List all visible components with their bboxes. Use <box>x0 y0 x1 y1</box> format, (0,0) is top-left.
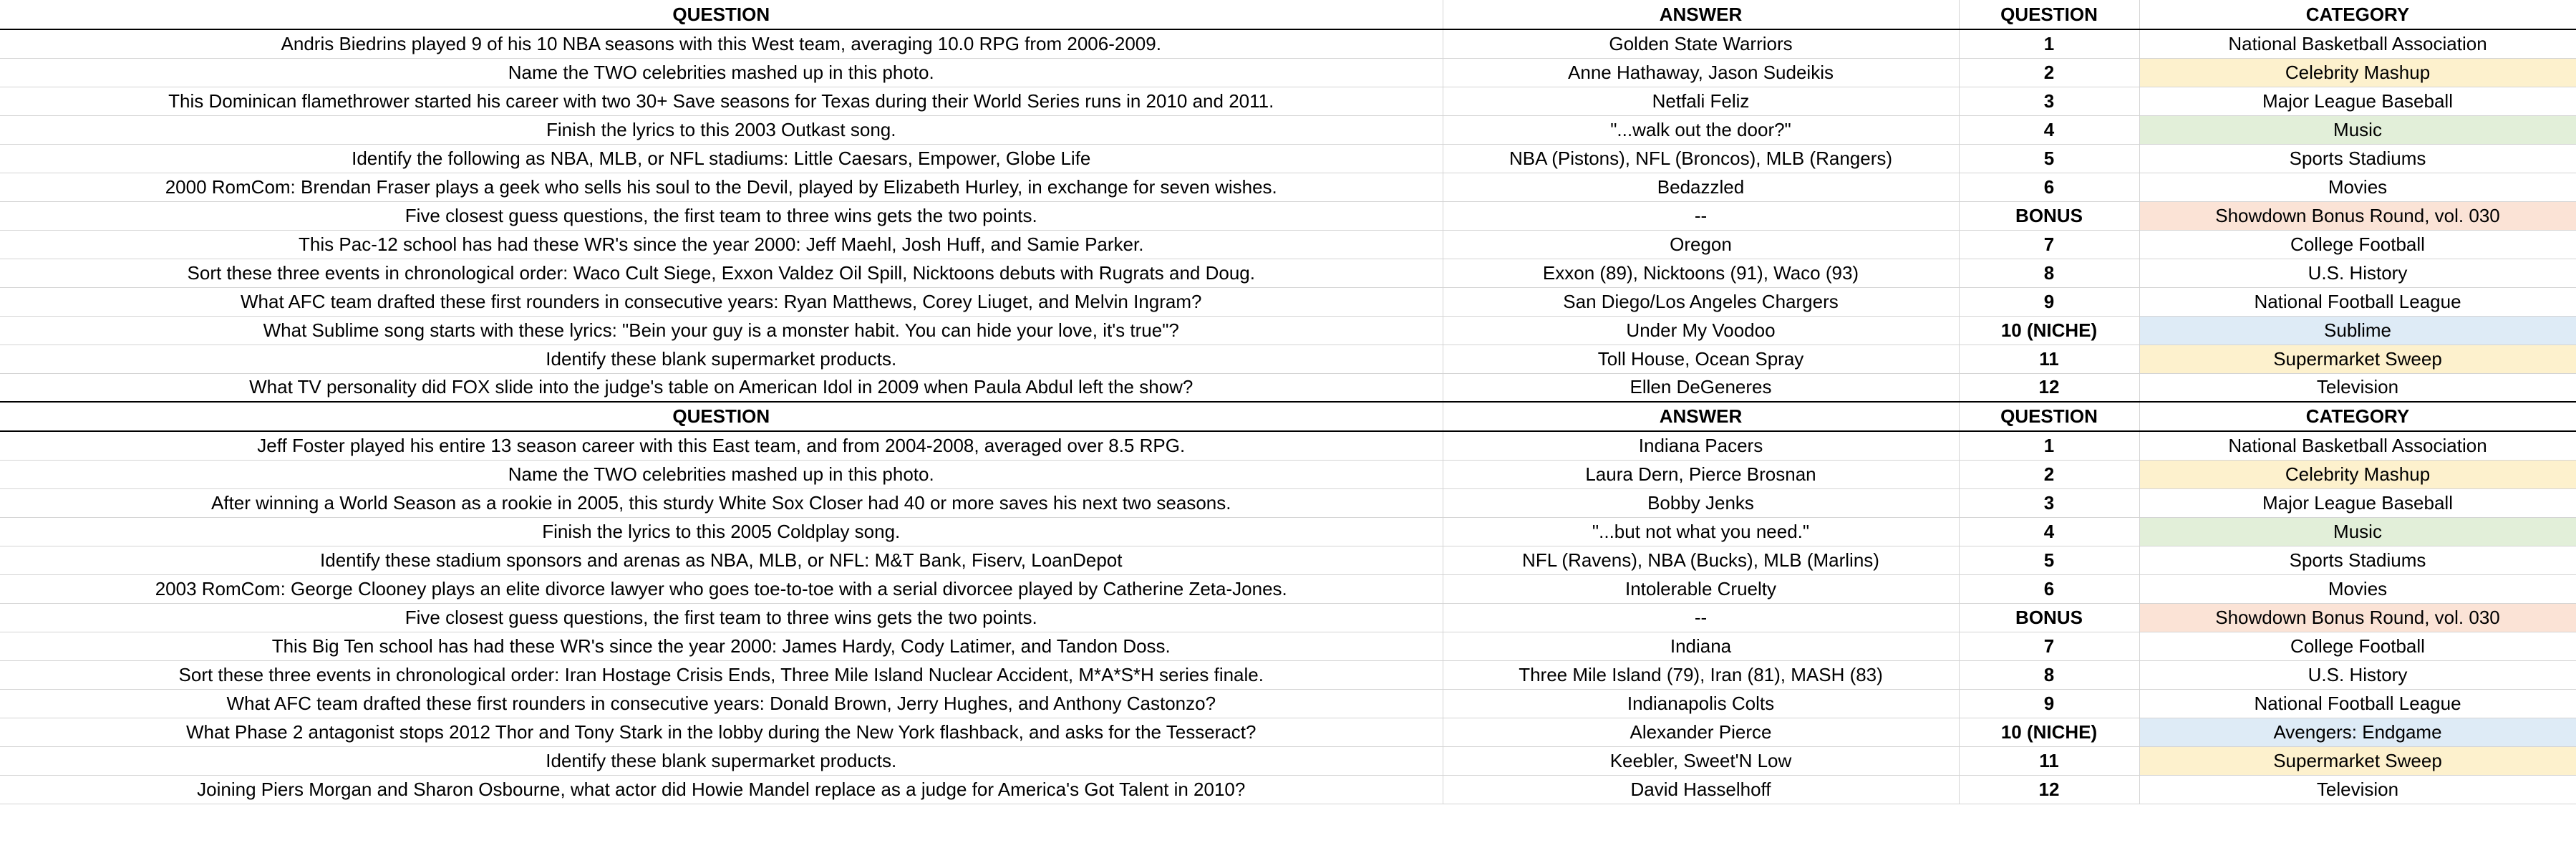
answer-cell[interactable]: Netfali Feliz <box>1443 87 1959 115</box>
header-answer[interactable]: ANSWER <box>1443 0 1959 29</box>
answer-cell[interactable]: Laura Dern, Pierce Brosnan <box>1443 460 1959 488</box>
question-cell[interactable]: What AFC team drafted these first rounders in consecutive years: Ryan Matthews, Corey Liuget, and Melvin Ingram? <box>0 287 1443 316</box>
question-cell[interactable]: Identify these blank supermarket products. <box>0 746 1443 775</box>
category-cell[interactable]: Showdown Bonus Round, vol. 030 <box>2139 603 2576 632</box>
answer-cell[interactable]: NFL (Ravens), NBA (Bucks), MLB (Marlins) <box>1443 546 1959 574</box>
question-cell[interactable]: Five closest guess questions, the first team to three wins gets the two points. <box>0 201 1443 230</box>
answer-cell[interactable]: Ellen DeGeneres <box>1443 373 1959 402</box>
table-row <box>0 87 2576 115</box>
table-row <box>0 574 2576 603</box>
number-cell[interactable]: 7 <box>1959 632 2139 660</box>
number-cell[interactable]: 6 <box>1959 574 2139 603</box>
number-cell[interactable]: 1 <box>1959 29 2139 58</box>
question-cell[interactable]: This Dominican flamethrower started his career with two 30+ Save seasons for Texas during their World Series runs in 2010 and 2011. <box>0 87 1443 115</box>
answer-cell[interactable]: Intolerable Cruelty <box>1443 574 1959 603</box>
table-row <box>0 746 2576 775</box>
category-cell[interactable]: Music <box>2139 115 2576 144</box>
table-row <box>0 316 2576 345</box>
table-row <box>0 259 2576 287</box>
number-cell[interactable]: 8 <box>1959 660 2139 689</box>
category-cell[interactable]: Supermarket Sweep <box>2139 746 2576 775</box>
answer-cell[interactable]: David Hasselhoff <box>1443 775 1959 804</box>
number-cell[interactable]: 6 <box>1959 173 2139 201</box>
number-cell[interactable]: 4 <box>1959 115 2139 144</box>
category-cell[interactable]: U.S. History <box>2139 259 2576 287</box>
question-cell[interactable]: Finish the lyrics to this 2003 Outkast song. <box>0 115 1443 144</box>
category-cell[interactable]: National Basketball Association <box>2139 431 2576 460</box>
table-row <box>0 230 2576 259</box>
table-row <box>0 546 2576 574</box>
answer-cell[interactable]: Anne Hathaway, Jason Sudeikis <box>1443 58 1959 87</box>
table-row <box>0 201 2576 230</box>
header-question[interactable]: QUESTION <box>0 402 1443 431</box>
number-cell[interactable]: 11 <box>1959 345 2139 373</box>
answer-cell[interactable]: Bobby Jenks <box>1443 488 1959 517</box>
table-row <box>0 488 2576 517</box>
category-cell[interactable]: Major League Baseball <box>2139 488 2576 517</box>
question-cell[interactable]: Andris Biedrins played 9 of his 10 NBA seasons with this West team, averaging 10.0 RPG from 2006-2009. <box>0 29 1443 58</box>
number-cell[interactable]: 2 <box>1959 58 2139 87</box>
category-cell[interactable]: National Football League <box>2139 287 2576 316</box>
answer-cell[interactable]: Keebler, Sweet'N Low <box>1443 746 1959 775</box>
question-cell[interactable]: 2000 RomCom: Brendan Fraser plays a geek who sells his soul to the Devil, played by Elizabeth Hurley, in exchange for seven wishes. <box>0 173 1443 201</box>
number-cell[interactable]: BONUS <box>1959 201 2139 230</box>
question-cell[interactable]: What TV personality did FOX slide into the judge's table on American Idol in 2009 when Paula Abdul left the show? <box>0 373 1443 402</box>
table-row <box>0 345 2576 373</box>
number-cell[interactable]: 3 <box>1959 488 2139 517</box>
header-row <box>0 402 2576 431</box>
table-row <box>0 144 2576 173</box>
answer-cell[interactable]: "...walk out the door?" <box>1443 115 1959 144</box>
table-row <box>0 115 2576 144</box>
table-row <box>0 632 2576 660</box>
question-cell[interactable]: Name the TWO celebrities mashed up in this photo. <box>0 460 1443 488</box>
question-cell[interactable]: Finish the lyrics to this 2005 Coldplay song. <box>0 517 1443 546</box>
category-cell[interactable]: Celebrity Mashup <box>2139 58 2576 87</box>
answer-cell[interactable]: San Diego/Los Angeles Chargers <box>1443 287 1959 316</box>
category-cell[interactable]: Showdown Bonus Round, vol. 030 <box>2139 201 2576 230</box>
answer-cell[interactable]: Indiana Pacers <box>1443 431 1959 460</box>
category-cell[interactable]: Supermarket Sweep <box>2139 345 2576 373</box>
category-cell[interactable]: Avengers: Endgame <box>2139 718 2576 746</box>
category-cell[interactable]: College Football <box>2139 230 2576 259</box>
table-row <box>0 517 2576 546</box>
table-row <box>0 460 2576 488</box>
question-cell[interactable]: Jeff Foster played his entire 13 season career with this East team, and from 2004-2008, averaged over 8.5 RPG. <box>0 431 1443 460</box>
table-row <box>0 603 2576 632</box>
number-cell[interactable]: 10 (NICHE) <box>1959 316 2139 345</box>
number-cell[interactable]: 4 <box>1959 517 2139 546</box>
category-cell[interactable]: Movies <box>2139 173 2576 201</box>
answer-cell[interactable]: Indianapolis Colts <box>1443 689 1959 718</box>
answer-cell[interactable]: -- <box>1443 201 1959 230</box>
category-cell[interactable]: Sports Stadiums <box>2139 144 2576 173</box>
number-cell[interactable]: 12 <box>1959 373 2139 402</box>
header-category[interactable]: CATEGORY <box>2139 0 2576 29</box>
number-cell[interactable]: 12 <box>1959 775 2139 804</box>
answer-cell[interactable]: Three Mile Island (79), Iran (81), MASH (83) <box>1443 660 1959 689</box>
number-cell[interactable]: 5 <box>1959 546 2139 574</box>
category-cell[interactable]: Movies <box>2139 574 2576 603</box>
header-number[interactable]: QUESTION <box>1959 402 2139 431</box>
question-cell[interactable]: 2003 RomCom: George Clooney plays an elite divorce lawyer who goes toe-to-toe with a serial divorcee played by Catherine Zeta-Jones. <box>0 574 1443 603</box>
category-cell[interactable]: National Football League <box>2139 689 2576 718</box>
question-cell[interactable]: Sort these three events in chronological order: Iran Hostage Crisis Ends, Three Mile Island Nuclear Accident, M*A*S*H series finale. <box>0 660 1443 689</box>
answer-cell[interactable]: Exxon (89), Nicktoons (91), Waco (93) <box>1443 259 1959 287</box>
question-cell[interactable]: Identify these blank supermarket products. <box>0 345 1443 373</box>
category-cell[interactable]: Television <box>2139 373 2576 402</box>
number-cell[interactable]: 3 <box>1959 87 2139 115</box>
table-row <box>0 29 2576 58</box>
header-row <box>0 0 2576 29</box>
table-row <box>0 775 2576 804</box>
answer-cell[interactable]: Bedazzled <box>1443 173 1959 201</box>
number-cell[interactable]: 11 <box>1959 746 2139 775</box>
table-row <box>0 173 2576 201</box>
question-cell[interactable]: This Big Ten school has had these WR's since the year 2000: James Hardy, Cody Latimer, and Tandon Doss. <box>0 632 1443 660</box>
answer-cell[interactable]: Golden State Warriors <box>1443 29 1959 58</box>
question-cell[interactable]: Five closest guess questions, the first team to three wins gets the two points. <box>0 603 1443 632</box>
answer-cell[interactable]: NBA (Pistons), NFL (Broncos), MLB (Rangers) <box>1443 144 1959 173</box>
table-row <box>0 287 2576 316</box>
answer-cell[interactable]: Indiana <box>1443 632 1959 660</box>
number-cell[interactable]: 8 <box>1959 259 2139 287</box>
answer-cell[interactable]: "...but not what you need." <box>1443 517 1959 546</box>
header-question[interactable]: QUESTION <box>0 0 1443 29</box>
number-cell[interactable]: BONUS <box>1959 603 2139 632</box>
table-row <box>0 431 2576 460</box>
table-row <box>0 689 2576 718</box>
category-cell[interactable]: Music <box>2139 517 2576 546</box>
number-cell[interactable]: 10 (NICHE) <box>1959 718 2139 746</box>
category-cell[interactable]: Sublime <box>2139 316 2576 345</box>
answer-cell[interactable]: Toll House, Ocean Spray <box>1443 345 1959 373</box>
number-cell[interactable]: 2 <box>1959 460 2139 488</box>
question-cell[interactable]: Joining Piers Morgan and Sharon Osbourne, what actor did Howie Mandel replace as a judge for America's Got Talent in 2010? <box>0 775 1443 804</box>
question-cell[interactable]: Identify the following as NBA, MLB, or NFL stadiums: Little Caesars, Empower, Globe Life <box>0 144 1443 173</box>
answer-cell[interactable]: -- <box>1443 603 1959 632</box>
category-cell[interactable]: College Football <box>2139 632 2576 660</box>
question-cell[interactable]: Identify these stadium sponsors and arenas as NBA, MLB, or NFL: M&T Bank, Fiserv, LoanDepot <box>0 546 1443 574</box>
answer-cell[interactable]: Under My Voodoo <box>1443 316 1959 345</box>
category-cell[interactable]: Celebrity Mashup <box>2139 460 2576 488</box>
category-cell[interactable]: National Basketball Association <box>2139 29 2576 58</box>
category-cell[interactable]: Major League Baseball <box>2139 87 2576 115</box>
table-row <box>0 373 2576 402</box>
question-cell[interactable]: After winning a World Season as a rookie in 2005, this sturdy White Sox Closer had 40 or more saves his next two seasons. <box>0 488 1443 517</box>
answer-cell[interactable]: Oregon <box>1443 230 1959 259</box>
header-number[interactable]: QUESTION <box>1959 0 2139 29</box>
question-cell[interactable]: Name the TWO celebrities mashed up in this photo. <box>0 58 1443 87</box>
question-cell[interactable]: What Phase 2 antagonist stops 2012 Thor and Tony Stark in the lobby during the New York flashback, and asks for the Tesseract? <box>0 718 1443 746</box>
question-cell[interactable]: This Pac-12 school has had these WR's since the year 2000: Jeff Maehl, Josh Huff, and Samie Parker. <box>0 230 1443 259</box>
table-row <box>0 58 2576 87</box>
number-cell[interactable]: 9 <box>1959 287 2139 316</box>
answer-cell[interactable]: Alexander Pierce <box>1443 718 1959 746</box>
number-cell[interactable]: 1 <box>1959 431 2139 460</box>
number-cell[interactable]: 7 <box>1959 230 2139 259</box>
header-category[interactable]: CATEGORY <box>2139 402 2576 431</box>
question-cell[interactable]: What Sublime song starts with these lyrics: "Bein your guy is a monster habit. You can hide your love, it's true"? <box>0 316 1443 345</box>
table-row <box>0 660 2576 689</box>
table-row <box>0 718 2576 746</box>
question-cell[interactable]: What AFC team drafted these first rounders in consecutive years: Donald Brown, Jerry Hughes, and Anthony Castonzo? <box>0 689 1443 718</box>
category-cell[interactable]: Sports Stadiums <box>2139 546 2576 574</box>
number-cell[interactable]: 9 <box>1959 689 2139 718</box>
question-cell[interactable]: Sort these three events in chronological order: Waco Cult Siege, Exxon Valdez Oil Spill, Nicktoons debuts with Rugrats and Doug. <box>0 259 1443 287</box>
category-cell[interactable]: U.S. History <box>2139 660 2576 689</box>
category-cell[interactable]: Television <box>2139 775 2576 804</box>
header-answer[interactable]: ANSWER <box>1443 402 1959 431</box>
number-cell[interactable]: 5 <box>1959 144 2139 173</box>
